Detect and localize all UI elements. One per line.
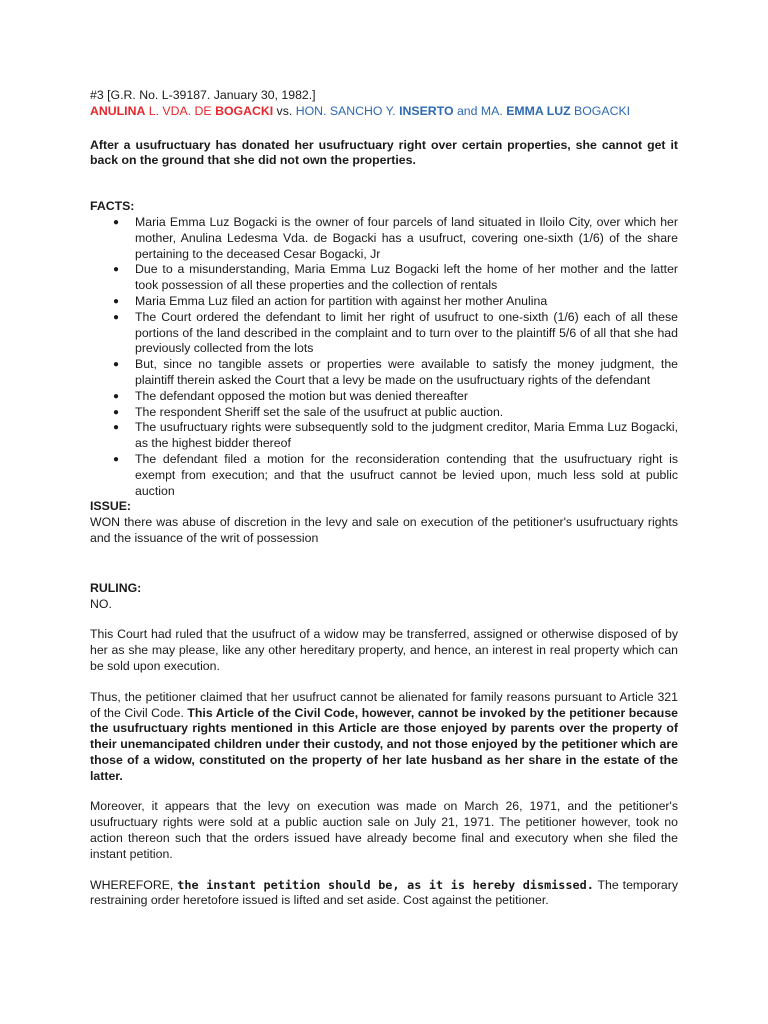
doctrine-statement: After a usufructuary has donated her usufructuary right over certain properties, she cannot get it back on the ground that she did not own the properties. [90, 137, 678, 168]
case-number: #3 [G.R. No. L-39187. January 30, 1982.] [90, 88, 316, 102]
bullet-icon: ● [113, 311, 120, 323]
ruling-answer: NO. [90, 596, 112, 611]
fact-item: ● Due to a misunderstanding, Maria Emma Luz Bogacki left the home of her mother and the latter took possession of all these properties and the collection of rentals [113, 262, 678, 293]
party-name-part: EMMA LUZ [506, 103, 571, 118]
case-parties [90, 104, 678, 120]
issue-heading: ISSUE: [90, 499, 131, 514]
fact-item: ● Maria Emma Luz Bogacki is the owner of four parcels of land situated in Iloilo City, over which her mother, Anulina Ledesma Vda. de Bogacki has a usufruct, covering one-sixth (1/6) of the share pertaining to the deceased Cesar Bogacki, Jr [113, 214, 678, 261]
bullet-icon: ● [113, 422, 120, 434]
fact-item: ● The usufructuary rights were subsequently sold to the judgment creditor, Maria Emma Luz Bogacki, as the highest bidder thereof [113, 420, 678, 451]
ruling-paragraph: This Court had ruled that the usufruct of a widow may be transferred, assigned or otherwise disposed of by her as she may please, like any other hereditary property, and hence, an interest in real property which can be sold upon execution. [90, 627, 678, 673]
bullet-icon: ● [113, 453, 120, 465]
fact-item: ● The defendant opposed the motion but was denied thereafter [113, 388, 468, 403]
emphasized-ruling-text: This Article of the Civil Code, however, cannot be invoked by the petitioner because the usufructuary rights mentioned in this Article are those enjoyed by parents over the property of their unemancipated children under their custody, and not those enjoyed by the petitioner which are those of a widow, constituted on the property of her late husband as her share in the estate of the latter. [90, 705, 678, 783]
party-name-part: and MA. [453, 103, 507, 118]
ruling-paragraph: Moreover, it appears that the levy on execution was made on March 26, 1971, and the petitioner's usufructuary rights were sold at a public auction sale on July 21, 1971. The petitioner however, took no action thereon such that the orders issued have already become final and executory when she filed the instant petition. [90, 799, 678, 861]
bullet-icon: ● [113, 406, 120, 418]
party-name-part: L. VDA. DE [145, 103, 216, 118]
fact-item: ● The Court ordered the defendant to limit her right of usufruct to one-sixth (1/6) each of all these portions of the land described in the complaint and to turn over to the plaintiff 5/6 of all that she had previously collected from the lots [113, 309, 678, 356]
issue-text: WON there was abuse of discretion in the levy and sale on execution of the petitioner's usufructuary rights and the issuance of the writ of possession [90, 515, 678, 545]
ruling-heading: RULING: [90, 580, 142, 595]
bullet-icon: ● [113, 390, 120, 402]
emphasized-dispositive-text: the instant petition should be, as it is hereby dismissed. [177, 877, 594, 892]
ruling-paragraph: Thus, the petitioner claimed that her usufruct cannot be alienated for family reasons pursuant to Article 321 of the Civil Code. This Article of the Civil Code, however, cannot be invoked by the petitioner because the usufructuary rights mentioned in this Article are those enjoyed by parents over the property of their unemancipated children under their custody, and not those enjoyed by the petitioner which are those of a widow, constituted on the property of her late husband as her share in the estate of the latter. [90, 689, 678, 783]
bullet-icon: ● [113, 216, 120, 228]
fact-item: ● But, since no tangible assets or properties were available to satisfy the money judgment, the plaintiff therein asked the Court that a levy be made on the usufructuary rights of the defendant [113, 357, 678, 387]
party-name-part: INSERTO [399, 103, 454, 118]
fact-item: ● Maria Emma Luz filed an action for partition with against her mother Anulina [113, 293, 548, 308]
party-name-part: BOGACKI [570, 103, 631, 118]
bullet-icon: ● [113, 264, 120, 276]
party-name-part: BOGACKI [215, 103, 274, 118]
party-name-part: ANULINA [90, 103, 146, 118]
bullet-icon: ● [113, 295, 120, 307]
fact-item: ● The respondent Sheriff set the sale of the usufruct at public auction. [113, 404, 504, 419]
facts-list [90, 215, 678, 499]
versus-text: vs. [273, 103, 296, 118]
facts-heading: FACTS: [90, 199, 135, 214]
dispositive-paragraph: WHEREFORE, the instant petition should be, as it is hereby dismissed. The temporary restraining order heretofore issued is lifted and set aside. Cost against the petitioner. [90, 877, 679, 908]
party-name-part: HON. SANCHO Y. [295, 103, 400, 118]
fact-item: ● The defendant filed a motion for the reconsideration contending that the usufructuary right is exempt from execution; and that the usufruct cannot be levied upon, much less sold at public auction [113, 451, 678, 498]
case-digest-page [90, 88, 678, 909]
bullet-icon: ● [113, 359, 120, 371]
